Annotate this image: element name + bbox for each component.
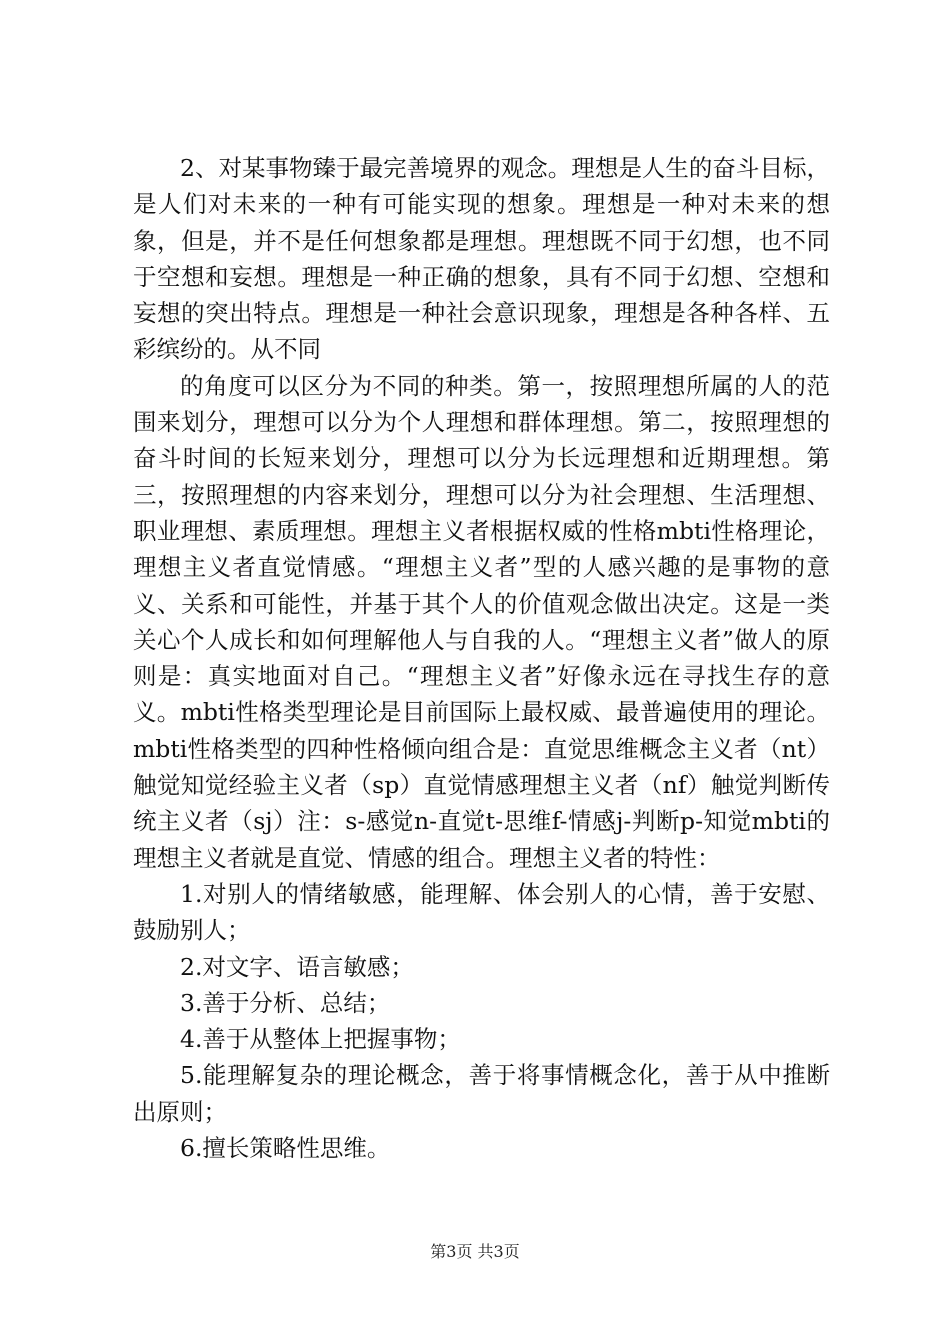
- list-item: 5.能理解复杂的理论概念，善于将事情概念化，善于从中推断出原则；: [133, 1061, 830, 1126]
- list-item: 1.对别人的情绪敏感，能理解、体会别人的心情，善于安慰、鼓励别人；: [133, 879, 830, 945]
- list-item: 2.对文字、语言敏感；: [180, 952, 414, 981]
- list-item: 3.善于分析、总结；: [180, 988, 391, 1017]
- list-item: 4.善于从整体上把握事物；: [180, 1025, 461, 1054]
- paragraph-idealist: 的角度可以区分为不同的种类。第一，按照理想所属的人的范围来划分，理想可以分为个人理想和群体理想。第二，按照理想的奋斗时间的长短来划分，理想可以分为长远理想和近期理想。第三，按照理想的内容来划分，理想可以分为社会理想、生活理想、职业理想、素质理想。理想主义者根据权威的性格mbti性格理论，理想主义者直觉情感。“理想主义者”型的人感兴趣的是事物的意义、关系和可能性，并基于其个人的价值观念做出决定。这是一类关心个人成长和如何理解他人与自我的人。“理想主义者”做人的原则是：真实地面对自己。“理想主义者”好像永远在寻找生存的意义。mbti性格类型理论是目前国际上最权威、最普遍使用的理论。mbti性格类型的四种性格倾向组合是：直觉思维概念主义者（nt）触觉知觉经验主义者（sp）直觉情感理想主义者（nf）触觉判断传统主义者（sj）注：s-感觉n-直觉t-思维f-情感j-判断p-知觉mbti的理想主义者就是直觉、情感的组合。理想主义者的特性：: [133, 371, 830, 872]
- list-item: 6.擅长策略性思维。: [180, 1134, 391, 1163]
- document-body: [133, 150, 830, 1166]
- paragraph-definition: 2、对某事物臻于最完善境界的观念。理想是人生的奋斗目标，是人们对未来的一种有可能实现的想象。理想是一种对未来的想象，但是，并不是任何想象都是理想。理想既不同于幻想，也不同于空想和妄想。理想是一种正确的想象，具有不同于幻想、空想和妄想的突出特点。理想是一种社会意识现象，理想是各种各样、五彩缤纷的。从不同: [133, 154, 830, 364]
- page-number-footer: 第3页 共3页: [430, 1242, 520, 1261]
